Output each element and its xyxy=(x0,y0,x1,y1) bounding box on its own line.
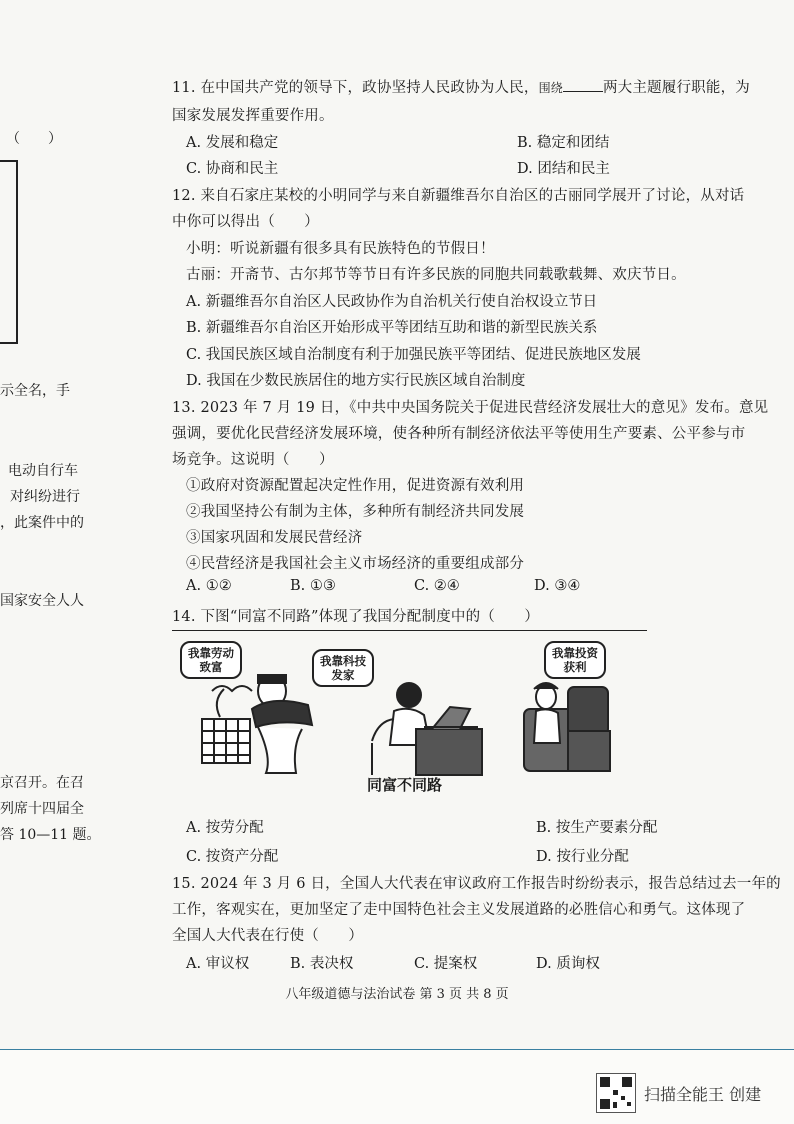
q12-option-a[interactable]: A. 新疆维吾尔自治区人民政协作为自治机关行使自治权设立节日 xyxy=(186,294,598,310)
left-fragment: 京召开。在召 xyxy=(0,775,84,791)
speech-bubble-investment: 我靠投资 获利 xyxy=(544,641,606,679)
left-fragment: 列席十四届全 xyxy=(0,801,84,817)
q13-item-2: ②我国坚持公有制为主体，多种所有制经济共同发展 xyxy=(186,504,525,520)
q14-option-a[interactable]: A. 按劳分配 xyxy=(186,820,264,836)
q12-option-d[interactable]: D. 我国在少数民族居住的地方实行民族区域自治制度 xyxy=(186,373,526,389)
watermark-text: 扫描全能王 创建 xyxy=(644,1084,762,1104)
q11-option-a[interactable]: A. 发展和稳定 xyxy=(186,135,279,151)
q15-stem-line2: 工作，客观实在，更加坚定了走中国特色社会主义发展道路的必胜信心和勇气。这体现了 xyxy=(172,902,746,918)
q15-option-b[interactable]: B. 表决权 xyxy=(290,956,354,972)
q15-stem-line1: 15. 2024 年 3 月 6 日，全国人大代表在审议政府工作报告时纷纷表示，报告总结过去一年的 xyxy=(172,876,781,892)
q11-stem-line2: 国家发展发挥重要作用。 xyxy=(172,108,334,124)
q14-stem: 14. 下图“同富不同路”体现了我国分配制度中的（ ） xyxy=(172,609,540,625)
q13-stem-line2: 强调，要优化民营经济发展环境，使各种所有制经济依法平等使用生产要素、公平参与市 xyxy=(172,426,746,442)
q14-option-d[interactable]: D. 按行业分配 xyxy=(536,849,629,865)
page-footer: 八年级道德与法治试卷 第 3 页 共 8 页 xyxy=(285,987,509,1002)
q13-stem-line1: 13. 2023 年 7 月 19 日，《中共中央国务院关于促进民营经济发展壮大的意见》发布。意见 xyxy=(172,400,769,416)
q12-option-c[interactable]: C. 我国民族区域自治制度有利于加强民族平等团结、促进民族地区发展 xyxy=(186,347,641,363)
q11-option-b[interactable]: B. 稳定和团结 xyxy=(517,135,610,151)
q11-option-c[interactable]: C. 协商和民主 xyxy=(186,161,279,177)
q11-handwritten-answer: 围绕 xyxy=(538,81,563,95)
answer-box-edge xyxy=(0,160,18,344)
scientist-figure xyxy=(372,683,482,775)
q13-option-b[interactable]: B. ①③ xyxy=(290,578,336,594)
q13-item-4: ④民营经济是我国社会主义市场经济的重要组成部分 xyxy=(186,556,525,572)
q13-option-d[interactable]: D. ③④ xyxy=(534,578,581,594)
q13-item-3: ③国家巩固和发展民营经济 xyxy=(186,530,363,546)
q15-stem-line3: 全国人大代表在行使（ ） xyxy=(172,928,364,944)
q12-option-b[interactable]: B. 新疆维吾尔自治区开始形成平等团结互助和谐的新型民族关系 xyxy=(186,320,598,336)
speech-bubble-technology: 我靠科技 发家 xyxy=(312,649,374,687)
q11-stem-part-a: 11. 在中国共产党的领导下，政协坚持人民政协为人民， xyxy=(172,80,539,96)
q12-stem-line2: 中你可以得出（ ） xyxy=(172,214,319,230)
left-fragment: 对纠纷进行 xyxy=(10,489,80,505)
q14-option-c[interactable]: C. 按资产分配 xyxy=(186,849,279,865)
q12-stem-line1: 12. 来自石家庄某校的小明同学与来自新疆维吾尔自治区的古丽同学展开了讨论，从对话 xyxy=(172,188,745,204)
q12-dialog-guli: 古丽：开斋节、古尔邦节等节日有许多民族的同胞共同载歌载舞、欢庆节日。 xyxy=(186,267,686,283)
q11-stem-line1 xyxy=(172,76,750,97)
q15-option-d[interactable]: D. 质询权 xyxy=(536,956,600,972)
q12-dialog-xiaoming: 小明：听说新疆有很多具有民族特色的节假日！ xyxy=(186,241,495,257)
left-fragment: （ ） xyxy=(6,131,62,147)
q14-option-b[interactable]: B. 按生产要素分配 xyxy=(536,820,658,836)
q11-option-d[interactable]: D. 团结和民主 xyxy=(517,161,610,177)
left-fragment: ，此案件中的 xyxy=(0,515,84,531)
q13-item-1: ①政府对资源配置起决定性作用，促进资源有效利用 xyxy=(186,478,525,494)
scanner-watermark xyxy=(596,1074,761,1112)
q14-cartoon xyxy=(172,630,647,803)
q11-stem-part-c: 两大主题履行职能，为 xyxy=(602,80,750,96)
q15-option-a[interactable]: A. 审议权 xyxy=(186,956,250,972)
q15-option-c[interactable]: C. 提案权 xyxy=(414,956,478,972)
qr-code-icon xyxy=(596,1073,636,1113)
left-fragment: 电动自行车 xyxy=(8,463,78,479)
q13-option-a[interactable]: A. ①② xyxy=(186,578,232,594)
left-fragment: 答 10—11 题。 xyxy=(0,827,101,843)
investor-figure xyxy=(524,683,610,771)
worker-figure xyxy=(202,675,312,773)
speech-bubble-labor: 我靠劳动 致富 xyxy=(180,641,242,679)
cartoon-title: 同富不同路 xyxy=(367,776,443,794)
q11-blank xyxy=(563,79,603,92)
q13-option-c[interactable]: C. ②④ xyxy=(414,578,460,594)
q13-stem-line3: 场竞争。这说明（ ） xyxy=(172,452,334,468)
page-separator xyxy=(0,1049,794,1050)
left-fragment: 国家安全人人 xyxy=(0,593,84,609)
left-fragment: 示全名，手 xyxy=(0,383,70,399)
